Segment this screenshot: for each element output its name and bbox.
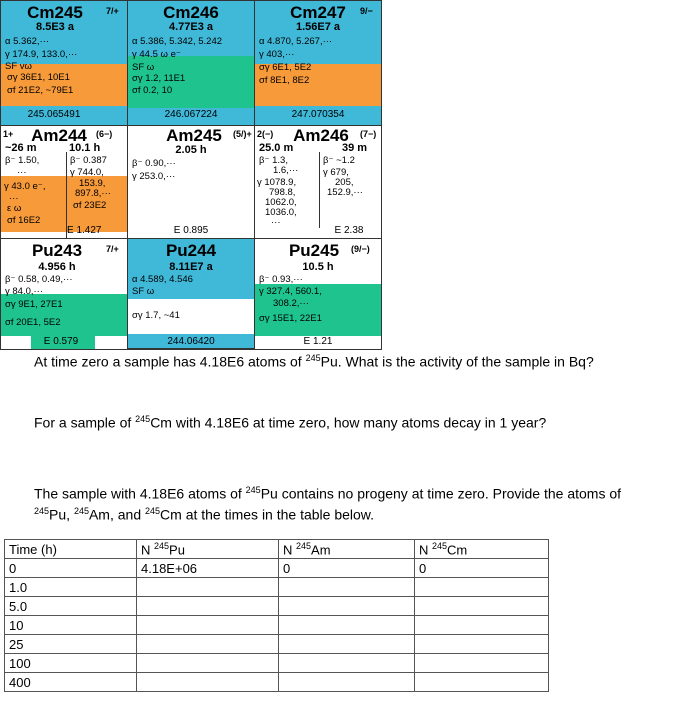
am245-cell[interactable] (279, 635, 415, 654)
decay-line: β⁻ 1.50, (5, 155, 40, 166)
half-life: 2.05 h (175, 144, 207, 156)
half-life: 8.5E3 a (36, 21, 74, 33)
decay-line: γ 44.5 ω e⁻ (132, 49, 181, 60)
decay-line: ··· (17, 167, 27, 178)
decay-line: ε ω (7, 203, 22, 214)
decay-line: γ 327.4, 560.1, (259, 286, 322, 297)
decay-line: β⁻ 0.58, 0.49,··· (5, 274, 73, 285)
decay-line: ··· (9, 193, 19, 204)
cross-section-line: σf 16E2 (7, 215, 41, 226)
decay-line: α 4.589, 4.546 (132, 274, 193, 285)
decay-line: β⁻ 1.3, (259, 155, 288, 166)
decay-line: γ 403,··· (259, 49, 295, 60)
mass-number: 245 (245, 485, 261, 495)
decay-line: 1062.0, (265, 197, 297, 208)
decay-line: γ 43.0 e⁻, (4, 181, 46, 192)
cm245-cell[interactable]: 0 (415, 559, 549, 578)
cross-section-line: σγ 36E1, 10E1 (7, 72, 70, 83)
mass-number: 245 (305, 353, 321, 363)
nuclide-cell-pu244 (128, 239, 255, 349)
decay-line: γ 174.9, 133.0,··· (5, 49, 78, 60)
nuclide-spin: 7/+ (106, 6, 119, 16)
cross-section-line: σf 0.2, 10 (132, 85, 173, 96)
nuclide-spin: (5/)+ (233, 129, 252, 139)
header-time (5, 540, 137, 559)
table-row (5, 673, 549, 692)
question-1 (34, 353, 594, 370)
cross-section-line: σγ 6E1, 5E2 (259, 62, 312, 73)
decay-line: γ 744.0, (70, 167, 104, 178)
decay-line: 308.2,··· (273, 298, 309, 309)
question-2 (34, 414, 546, 431)
half-life-isomer: ~26 m (5, 142, 37, 154)
answer-table (4, 539, 549, 692)
pu245-cell[interactable] (137, 616, 279, 635)
mass-number: 245 (154, 540, 170, 551)
am245-cell[interactable] (279, 654, 415, 673)
nuclide-spin: 9/− (360, 6, 373, 16)
nuclide-name: Cm247 (290, 3, 346, 22)
pu245-cell[interactable]: 4.18E+06 (137, 559, 279, 578)
question-3-line-1 (34, 485, 621, 502)
nuclide-spin: (9/−) (351, 244, 370, 254)
table-row (5, 597, 549, 616)
nuclide-spin: 7/+ (106, 244, 119, 254)
question-text: Pu. What is the activity of the sample in Bq? (320, 353, 594, 370)
header-text: N (419, 542, 432, 558)
table-row (5, 559, 549, 578)
nuclide-cell-cm247 (255, 1, 381, 126)
nuclide-name: Am246 (293, 126, 349, 145)
atomic-mass: 244.06420 (167, 336, 215, 347)
half-life-isomer: 25.0 m (259, 142, 294, 154)
am245-cell[interactable] (279, 616, 415, 635)
question-text: For a sample of (34, 414, 136, 431)
decay-line: 1036.0, (265, 207, 297, 218)
decay-line: SF vω (5, 61, 32, 72)
question-text: Cm with 4.18E6 at time zero, how many atoms decay in 1 year? (150, 414, 547, 431)
decay-line: β⁻ 0.93,··· (259, 274, 303, 285)
nuclide-cell-cm246 (128, 1, 255, 126)
decay-line: 152.9,··· (327, 187, 363, 198)
nuclide-spin: (7−) (360, 129, 377, 139)
am245-cell[interactable] (279, 597, 415, 616)
nuclide-name: Cm245 (27, 3, 83, 22)
cm245-cell[interactable] (415, 597, 549, 616)
cross-section-line: σf 23E2 (73, 200, 107, 211)
header-cm245 (415, 540, 549, 559)
half-life: 4.956 h (38, 261, 76, 273)
decay-line: ··· (271, 217, 281, 228)
time-cell: 25 (5, 635, 137, 654)
table-row (5, 654, 549, 673)
atomic-mass: 246.067224 (164, 109, 218, 120)
cross-section-line: σf 20E1, 5E2 (5, 317, 61, 328)
question-text: Pu contains no progeny at time zero. Provide the atoms of (260, 485, 622, 502)
cm245-cell[interactable] (415, 673, 549, 692)
table-row (5, 578, 549, 597)
decay-line: γ 679, (323, 167, 349, 178)
cross-section-line: σf 8E1, 8E2 (259, 75, 310, 86)
isomer-prefix: 1+ (3, 129, 14, 139)
header-text: N (283, 542, 296, 558)
time-cell: 400 (5, 673, 137, 692)
decay-line: SF ω (132, 62, 155, 73)
decay-energy: E 0.579 (43, 336, 79, 347)
cm245-cell[interactable] (415, 616, 549, 635)
decay-line: β⁻ 0.90,··· (132, 158, 176, 169)
decay-energy: E 2.38 (334, 225, 364, 236)
nuclide-name: Cm246 (163, 3, 219, 22)
nuclide-cell-pu243 (1, 239, 128, 349)
header-am245 (279, 540, 415, 559)
pu245-cell[interactable] (137, 654, 279, 673)
cm245-cell[interactable] (415, 654, 549, 673)
decay-line: γ 253.0,··· (132, 171, 176, 182)
decay-line: α 5.386, 5.342, 5.242 (132, 36, 223, 47)
decay-line: SF ω (132, 286, 155, 297)
decay-energy: E 1.21 (303, 336, 333, 347)
pu245-cell[interactable] (137, 597, 279, 616)
decay-line: β⁻ ~1.2 (323, 155, 355, 166)
cross-section-line: σγ 15E1, 22E1 (259, 313, 322, 324)
am245-cell[interactable] (279, 673, 415, 692)
mass-number: 245 (432, 540, 448, 551)
mass-number: 245 (145, 506, 161, 516)
mass-number: 245 (73, 506, 89, 516)
nuclide-cell-pu245 (255, 239, 381, 349)
header-text: Time (h) (9, 541, 57, 557)
decay-line: α 5.362,··· (5, 36, 50, 47)
half-life-ground: 39 m (342, 142, 368, 154)
nuclide-name: Am244 (31, 126, 87, 145)
half-life: 4.77E3 a (168, 21, 214, 33)
decay-line: γ 84.0,··· (5, 286, 44, 297)
cross-section-line: σγ 1.7, ~41 (132, 310, 180, 321)
decay-line: 1.6,··· (273, 165, 299, 176)
time-cell: 100 (5, 654, 137, 673)
mass-number: 245 (296, 540, 312, 551)
nuclide-name: Pu245 (288, 241, 340, 260)
decay-line: 897.8,··· (75, 188, 111, 199)
nuclide-chart (0, 0, 382, 350)
question-3-line-2 (34, 506, 374, 523)
nuclide-spin: (6−) (96, 129, 113, 139)
nuclide-name: Pu244 (165, 241, 217, 260)
time-cell: 0 (5, 559, 137, 578)
half-life: 8.11E7 a (169, 261, 213, 273)
time-cell: 5.0 (5, 597, 137, 616)
mass-number: 245 (135, 414, 151, 424)
nuclide-cell-am245 (128, 126, 255, 239)
nuclide-name: Pu243 (31, 241, 83, 260)
cm245-cell[interactable] (415, 578, 549, 597)
question-text: At time zero a sample has 4.18E6 atoms of (34, 353, 306, 370)
decay-line: 153.9, (79, 178, 106, 189)
header-text: Cm (447, 542, 468, 558)
cm245-cell[interactable] (415, 635, 549, 654)
question-text: Cm at the times in the table below. (160, 506, 375, 523)
cross-section-line: σγ 9E1, 27E1 (5, 299, 63, 310)
pu245-cell[interactable] (137, 673, 279, 692)
decay-energy: E 1.427 (67, 225, 102, 236)
half-life: 1.56E7 a (295, 21, 341, 33)
half-life-ground: 10.1 h (69, 142, 101, 154)
header-text: Pu (169, 542, 185, 558)
time-cell: 10 (5, 616, 137, 635)
question-text: Am, and (88, 506, 145, 523)
am245-cell[interactable]: 0 (279, 559, 415, 578)
table-row (5, 635, 549, 654)
table-header-row (5, 540, 549, 559)
cross-section-line: σγ 1.2, 11E1 (132, 73, 186, 84)
question-text: Pu, (49, 506, 74, 523)
decay-line: 798.8, (269, 187, 296, 198)
isomer-divider (319, 152, 320, 228)
mass-number: 245 (34, 506, 50, 516)
time-cell: 1.0 (5, 578, 137, 597)
decay-line: β⁻ 0.387 (70, 155, 107, 166)
table-row (5, 616, 549, 635)
atomic-mass: 247.070354 (291, 109, 345, 120)
header-pu245 (137, 540, 279, 559)
question-text: The sample with 4.18E6 atoms of (34, 485, 246, 502)
cross-section-line: σf 21E2, ~79E1 (7, 85, 74, 96)
nuclide-name: Am245 (166, 126, 222, 145)
half-life: 10.5 h (302, 261, 334, 273)
nuclide-cell-cm245 (1, 1, 128, 126)
am245-cell[interactable] (279, 578, 415, 597)
header-text: Am (311, 542, 331, 558)
atomic-mass: 245.065491 (27, 109, 81, 120)
header-text: N (141, 542, 154, 558)
nuclide-cell-am246 (255, 126, 381, 239)
isomer-prefix: 2(−) (257, 129, 274, 139)
decay-energy: E 0.895 (173, 225, 209, 236)
decay-line: α 4.870, 5.267,··· (259, 36, 333, 47)
decay-line: 205, (335, 177, 354, 188)
pu245-cell[interactable] (137, 635, 279, 654)
decay-line: γ 1078.9, (257, 177, 297, 188)
pu245-cell[interactable] (137, 578, 279, 597)
nuclide-cell-am244 (1, 126, 128, 239)
